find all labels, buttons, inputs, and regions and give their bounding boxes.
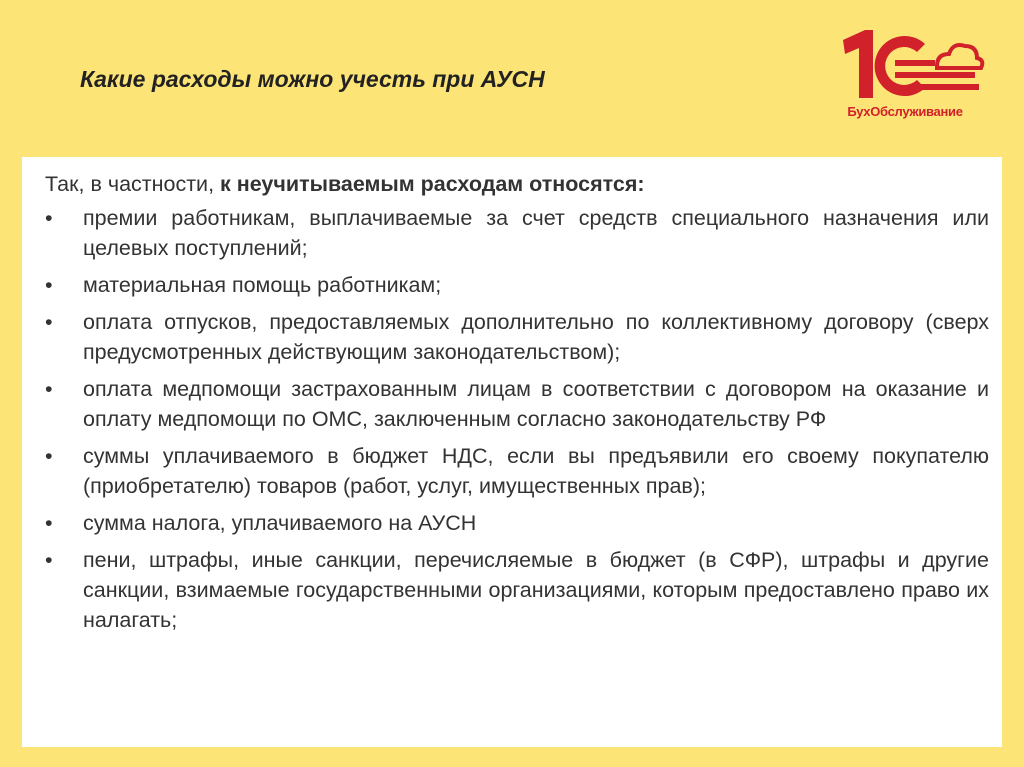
logo-1c-icon	[825, 26, 985, 106]
company-logo	[825, 26, 985, 126]
bullet-icon: •	[45, 444, 53, 468]
intro-line	[45, 169, 989, 199]
bullet-icon: •	[45, 206, 53, 230]
bullet-icon: •	[45, 511, 53, 535]
list-item: • сумма налога, уплачиваемого на АУСН	[45, 508, 989, 538]
list-item: • пени, штрафы, иные санкции, перечисляемые в бюджет (в СФР), штрафы и другие санкции, взимаемые государственными организациями, которым предоставлено право их налагать;	[45, 545, 989, 635]
intro-bold: к неучитываемым расходам относятся:	[220, 172, 645, 196]
slide-title: Какие расходы можно учесть при АУСН	[80, 66, 545, 92]
list-item: • оплата отпусков, предоставляемых дополнительно по коллективному договору (сверх предусмотренных действующим законодательством);	[45, 307, 989, 367]
slide-header	[0, 0, 1024, 157]
content-text	[45, 169, 989, 642]
expense-list	[45, 203, 989, 635]
bullet-icon: •	[45, 548, 53, 572]
slide-content	[22, 157, 1002, 747]
list-item: • материальная помощь работникам;	[45, 270, 989, 300]
list-item: • оплата медпомощи застрахованным лицам в соответствии с договором на оказание и оплату медпомощи по ОМС, заключенным согласно законодательству РФ	[45, 374, 989, 434]
bullet-icon: •	[45, 377, 53, 401]
intro-prefix: Так, в частности,	[45, 172, 221, 196]
logo-text: БухОбслуживание	[847, 104, 963, 119]
bullet-icon: •	[45, 310, 53, 334]
list-item: • премии работникам, выплачиваемые за счет средств специального назначения или целевых поступлений;	[45, 203, 989, 263]
list-item: • суммы уплачиваемого в бюджет НДС, если вы предъявили его своему покупателю (приобретателю) товаров (работ, услуг, имущественных прав);	[45, 441, 989, 501]
bullet-icon: •	[45, 273, 53, 297]
